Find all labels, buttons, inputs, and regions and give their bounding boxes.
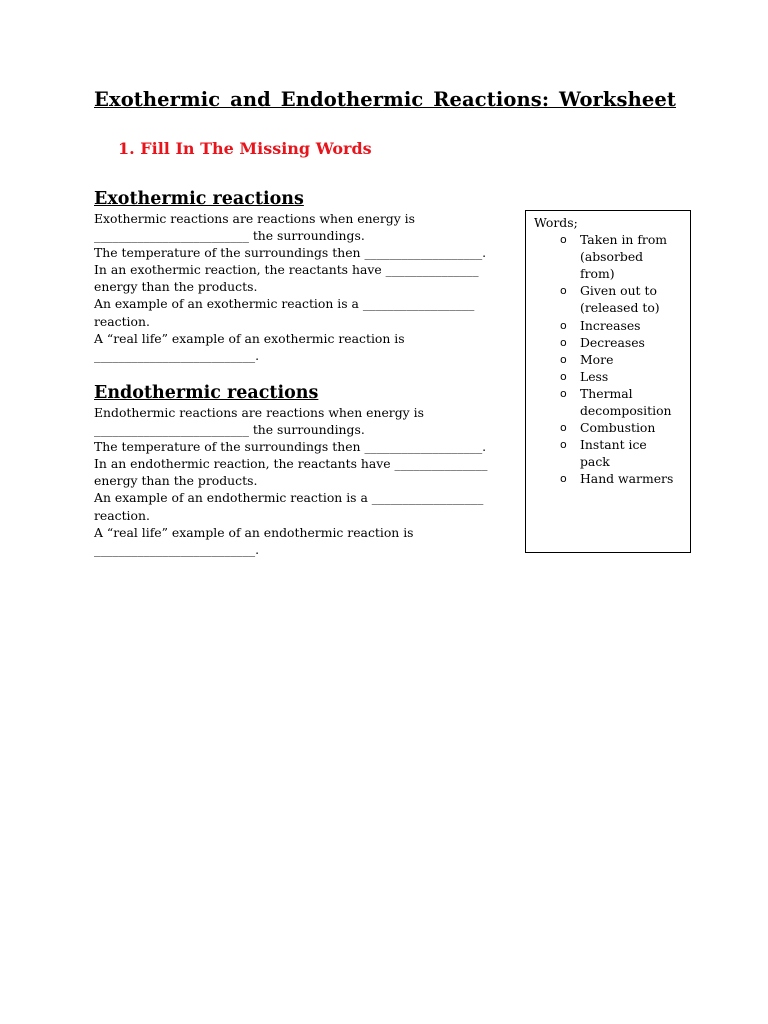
word-bank-item-line: (absorbed — [580, 249, 644, 265]
word-bank-item-line: from) — [580, 266, 615, 282]
word-bank-item-line: Taken in from — [580, 232, 668, 248]
worksheet-title: Exothermic and Endothermic Reactions: Worksheet — [94, 88, 677, 111]
word-bank-item — [534, 317, 682, 334]
word-bank-item-line: Instant ice — [580, 437, 647, 453]
section-number-heading: 1. Fill In The Missing Words — [118, 139, 372, 158]
endothermic-line: A “real life” example of an endothermic reaction is — [94, 524, 414, 540]
word-bank-item-line: Hand warmers — [580, 471, 674, 487]
exothermic-line: A “real life” example of an exothermic reaction is — [94, 330, 405, 346]
word-bank-item-line: (released to) — [580, 300, 660, 316]
endothermic-line: _________________________ the surroundings. — [94, 422, 365, 438]
word-bank-list — [534, 231, 682, 487]
exothermic-heading: Exothermic reactions — [94, 189, 304, 209]
word-bank-item-line: Thermal — [580, 385, 633, 401]
endothermic-line: __________________________. — [94, 541, 260, 557]
endothermic-heading: Endothermic reactions — [94, 383, 319, 403]
bullet-icon: o — [560, 421, 567, 435]
word-bank-item — [534, 231, 682, 282]
exothermic-section — [94, 188, 504, 364]
word-bank-item-line: decomposition — [580, 403, 672, 419]
bullet-icon: o — [560, 335, 567, 349]
endothermic-line: An example of an endothermic reaction is a __________________ — [94, 490, 484, 506]
word-bank-item-line: More — [580, 351, 614, 367]
exothermic-line: The temperature of the surroundings then ___________________. — [94, 245, 487, 261]
word-bank-item — [534, 470, 682, 487]
bullet-icon: o — [560, 352, 567, 366]
exothermic-line: reaction. — [94, 313, 150, 329]
bullet-icon: o — [560, 318, 567, 332]
endothermic-section — [94, 382, 504, 558]
bullet-icon: o — [560, 472, 567, 486]
word-bank-item-line: Combustion — [580, 420, 656, 436]
word-bank-item-line: Less — [580, 368, 609, 384]
endothermic-line: Endothermic reactions are reactions when energy is — [94, 405, 424, 420]
word-bank-item — [534, 368, 682, 385]
word-bank-item — [534, 436, 682, 470]
bullet-icon: o — [560, 369, 567, 383]
exothermic-line: An example of an exothermic reaction is a __________________ — [94, 296, 475, 312]
exothermic-line: In an exothermic reaction, the reactants have _______________ — [94, 262, 479, 278]
word-bank-item — [534, 334, 682, 351]
word-bank-item-line: Given out to — [580, 283, 657, 299]
word-bank-item — [534, 419, 682, 436]
exothermic-line: Exothermic reactions are reactions when energy is — [94, 211, 416, 226]
bullet-icon: o — [560, 386, 567, 400]
exothermic-line: __________________________. — [94, 347, 260, 363]
word-bank-heading: Words; — [534, 215, 578, 230]
bullet-icon: o — [560, 284, 567, 298]
word-bank-item-line: Increases — [580, 317, 641, 333]
word-bank-box — [525, 210, 691, 553]
word-bank-item — [534, 282, 682, 316]
exothermic-line: _________________________ the surroundings. — [94, 228, 365, 244]
endothermic-line: The temperature of the surroundings then ___________________. — [94, 439, 487, 455]
endothermic-line: In an endothermic reaction, the reactants have _______________ — [94, 456, 488, 472]
bullet-icon: o — [560, 233, 567, 247]
exothermic-line: energy than the products. — [94, 279, 258, 295]
bullet-icon: o — [560, 438, 567, 452]
word-bank-item — [534, 385, 682, 419]
endothermic-line: reaction. — [94, 507, 150, 523]
word-bank-item-line: Decreases — [580, 334, 645, 350]
endothermic-line: energy than the products. — [94, 473, 258, 489]
word-bank-item — [534, 351, 682, 368]
word-bank-item-line: pack — [580, 454, 610, 470]
